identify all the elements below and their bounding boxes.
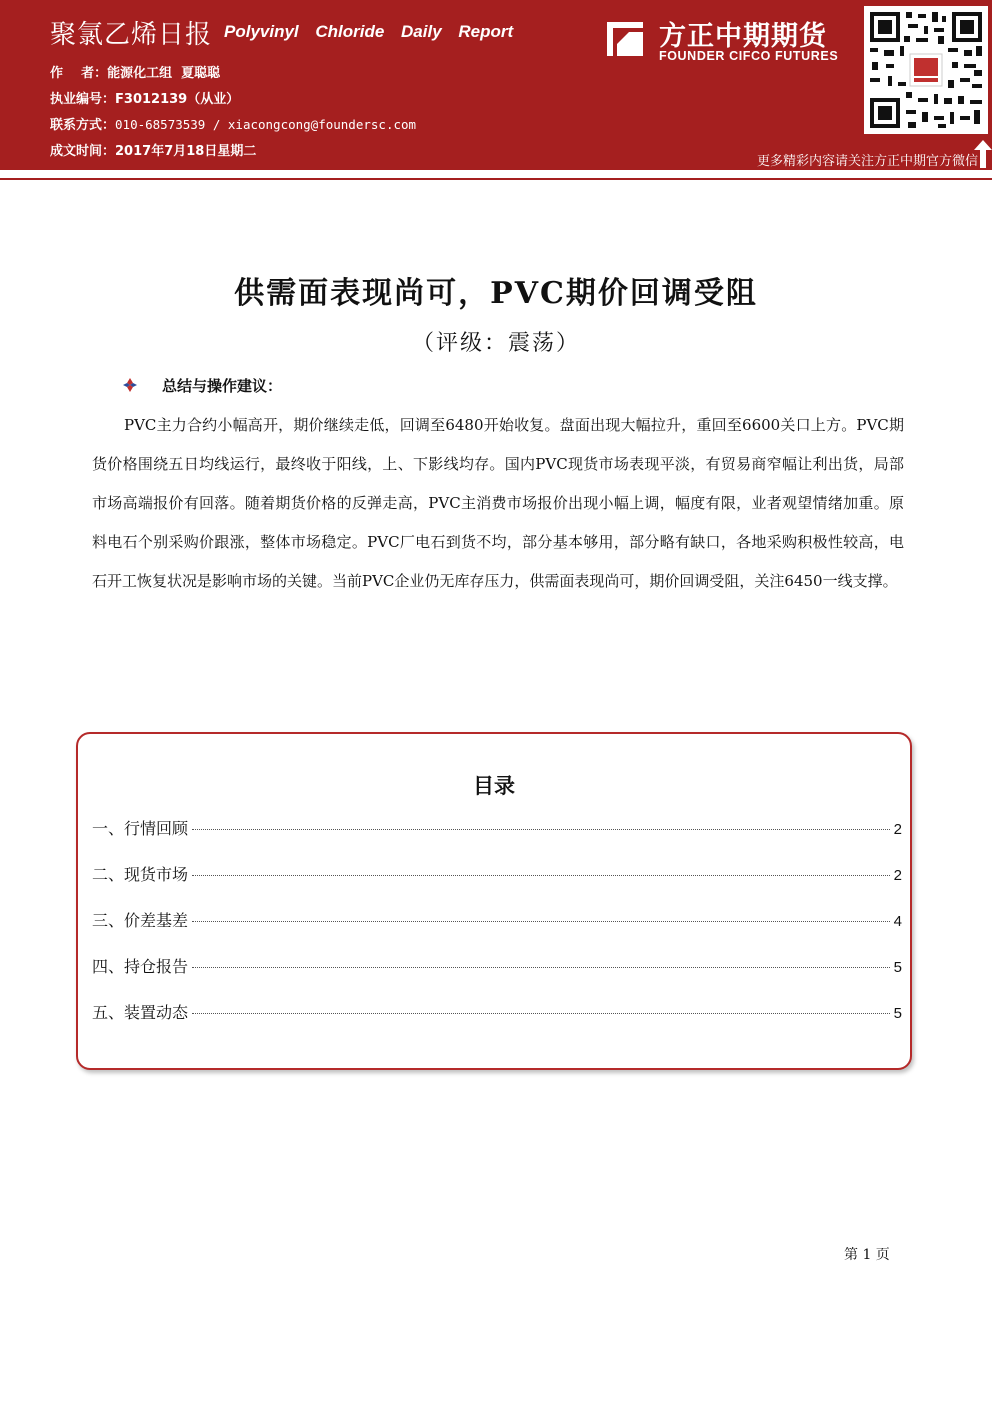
summary-heading	[128, 375, 282, 396]
report-title-cn: 聚氯乙烯日报	[50, 20, 213, 50]
toc-item-page: 5	[893, 959, 902, 976]
contact-line	[50, 114, 416, 133]
header-divider	[0, 178, 992, 180]
table-of-contents	[76, 732, 912, 1070]
logo-text-en: FOUNDER CIFCO FUTURES	[659, 49, 839, 63]
summary-body: PVC主力合约小幅高开，期价继续走低，回调至6480开始收复。盘面出现大幅拉升，重回至6600关口上方。PVC期货价格围绕五日均线运行，最终收于阳线，上、下影线均存。国内PVC现货市场表现平淡，有贸易商窄幅让利出货，局部市场高端报价有回落。随着期货价格的反弹走高，PVC主消费市场报价出现小幅上调，幅度有限，业者观望情绪加重。原料电石个别采购价跟涨，整体市场稳定。PVC厂电石到货不均，部分基本够用，部分略有缺口，各地采购积极性较高，电石开工恢复状况是影响市场的关键。当前PVC企业仍无库存压力，供需面表现尚可，期价回调受阻，关注6450一线支撑。	[92, 416, 904, 590]
toc-item-label: 四、持仓报告	[92, 957, 189, 976]
date-value: 2017年7月18日星期二	[115, 144, 257, 159]
company-logo	[603, 16, 853, 66]
qr-code-icon	[864, 6, 988, 134]
diamond-bullet-icon	[122, 377, 138, 393]
author-value: 能源化工组 夏聪聪	[107, 66, 221, 81]
toc-item[interactable]	[92, 816, 902, 840]
toc-leader-dots	[192, 967, 890, 968]
toc-item-label: 五、装置动态	[92, 1003, 189, 1022]
toc-item-label: 二、现货市场	[92, 865, 189, 884]
toc-leader-dots	[192, 921, 890, 922]
toc-item-page: 5	[893, 1005, 902, 1022]
rating: （评级：震荡）	[411, 331, 580, 356]
toc-item[interactable]	[92, 1000, 902, 1024]
document-title: 供需面表现尚可，PVC期价回调受阻	[234, 276, 758, 311]
license-line	[50, 88, 239, 107]
toc-item[interactable]	[92, 862, 902, 886]
page-number: 第 1 页	[844, 1247, 890, 1263]
logo-text-cn: 方正中期期货	[659, 21, 827, 52]
author-label: 作 者：	[50, 66, 108, 81]
author-line	[50, 62, 220, 81]
summary-heading-text: 总结与操作建议：	[162, 377, 283, 395]
arrow-up-icon	[974, 140, 992, 168]
toc-item-label: 一、行情回顾	[92, 819, 189, 838]
contact-label: 联系方式：	[50, 118, 116, 133]
toc-leader-dots	[192, 1013, 890, 1014]
founder-logo-icon	[603, 16, 649, 62]
follow-wechat-text: 更多精彩内容请关注方正中期官方微信	[756, 154, 978, 169]
report-header	[0, 0, 992, 170]
license-value: F3012139（从业）	[115, 92, 240, 107]
date-line	[50, 140, 256, 159]
toc-leader-dots	[192, 875, 890, 876]
toc-item-page: 4	[893, 913, 902, 930]
toc-leader-dots	[192, 829, 890, 830]
toc-item[interactable]	[92, 954, 902, 978]
toc-item-page: 2	[893, 867, 902, 884]
toc-item-page: 2	[893, 821, 902, 838]
toc-title: 目录	[473, 774, 515, 798]
wechat-qr-code	[864, 6, 988, 134]
contact-value: 010-68573539 / xiacongcong@foundersc.com	[115, 117, 417, 132]
toc-item[interactable]	[92, 908, 902, 932]
toc-item-label: 三、价差基差	[92, 911, 189, 930]
license-label: 执业编号：	[50, 92, 116, 107]
report-title-en: Polyvinyl Chloride Daily Report	[224, 22, 514, 41]
date-label: 成文时间：	[50, 144, 116, 159]
